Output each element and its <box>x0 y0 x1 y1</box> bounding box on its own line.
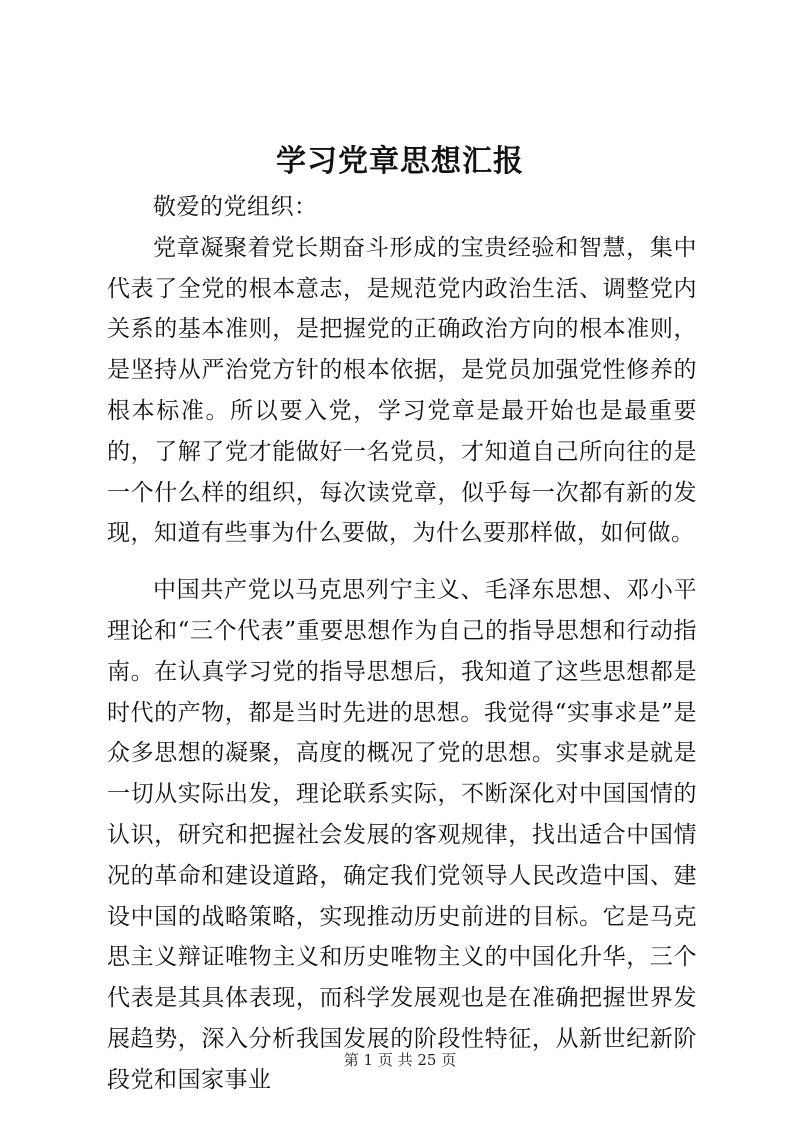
paragraph-1: 党章凝聚着党长期奋斗形成的宝贵经验和智慧，集中代表了全党的根本意志，是规范党内政治生活、调整党内关系的基本准则，是把握党的正确政治方向的根本准则，是坚持从严治党方针的根本依据，是党员加强党性修养的根本标准。所以要入党，学习党章是最开始也是最重要的，了解了党才能做好一名党员，才知道自己所向往的是一个什么样的组织，每次读党章，似乎每一次都有新的发现，知道有些事为什么要做，为什么要那样做，如何做。 <box>107 234 697 547</box>
document-title: 学习党章思想汇报 <box>276 144 524 179</box>
paragraph-2: 中国共产党以马克思列宁主义、毛泽东思想、邓小平理论和“三个代表”重要思想作为自己的指导思想和行动指南。在认真学习党的指导思想后，我知道了这些思想都是时代的产物，都是当时先进的思想。我觉得“实事求是”是众多思想的凝聚，高度的概况了党的思想。实事求是就是一切从实际出发，理论联系实际，不断深化对中国国情的认识，研究和把握社会发展的客观规律，找出适合中国情况的革命和建设道路，确定我们党领导人民改造中国、建设中国的战略策略，实现推动历史前进的目标。它是马克思主义辩证唯物主义和历史唯物主义的中国化升华，三个代表是其具体表现，而科学发展观也是在准确把握世界发展趋势，深入分析我国发展的阶段性特征，从新世纪新阶段党和国家事业 <box>107 577 697 1093</box>
document-body <box>107 187 697 1101</box>
page-indicator: 第 1 页 共 25 页 <box>343 1051 457 1069</box>
salutation: 敬爱的党组织： <box>153 194 318 220</box>
